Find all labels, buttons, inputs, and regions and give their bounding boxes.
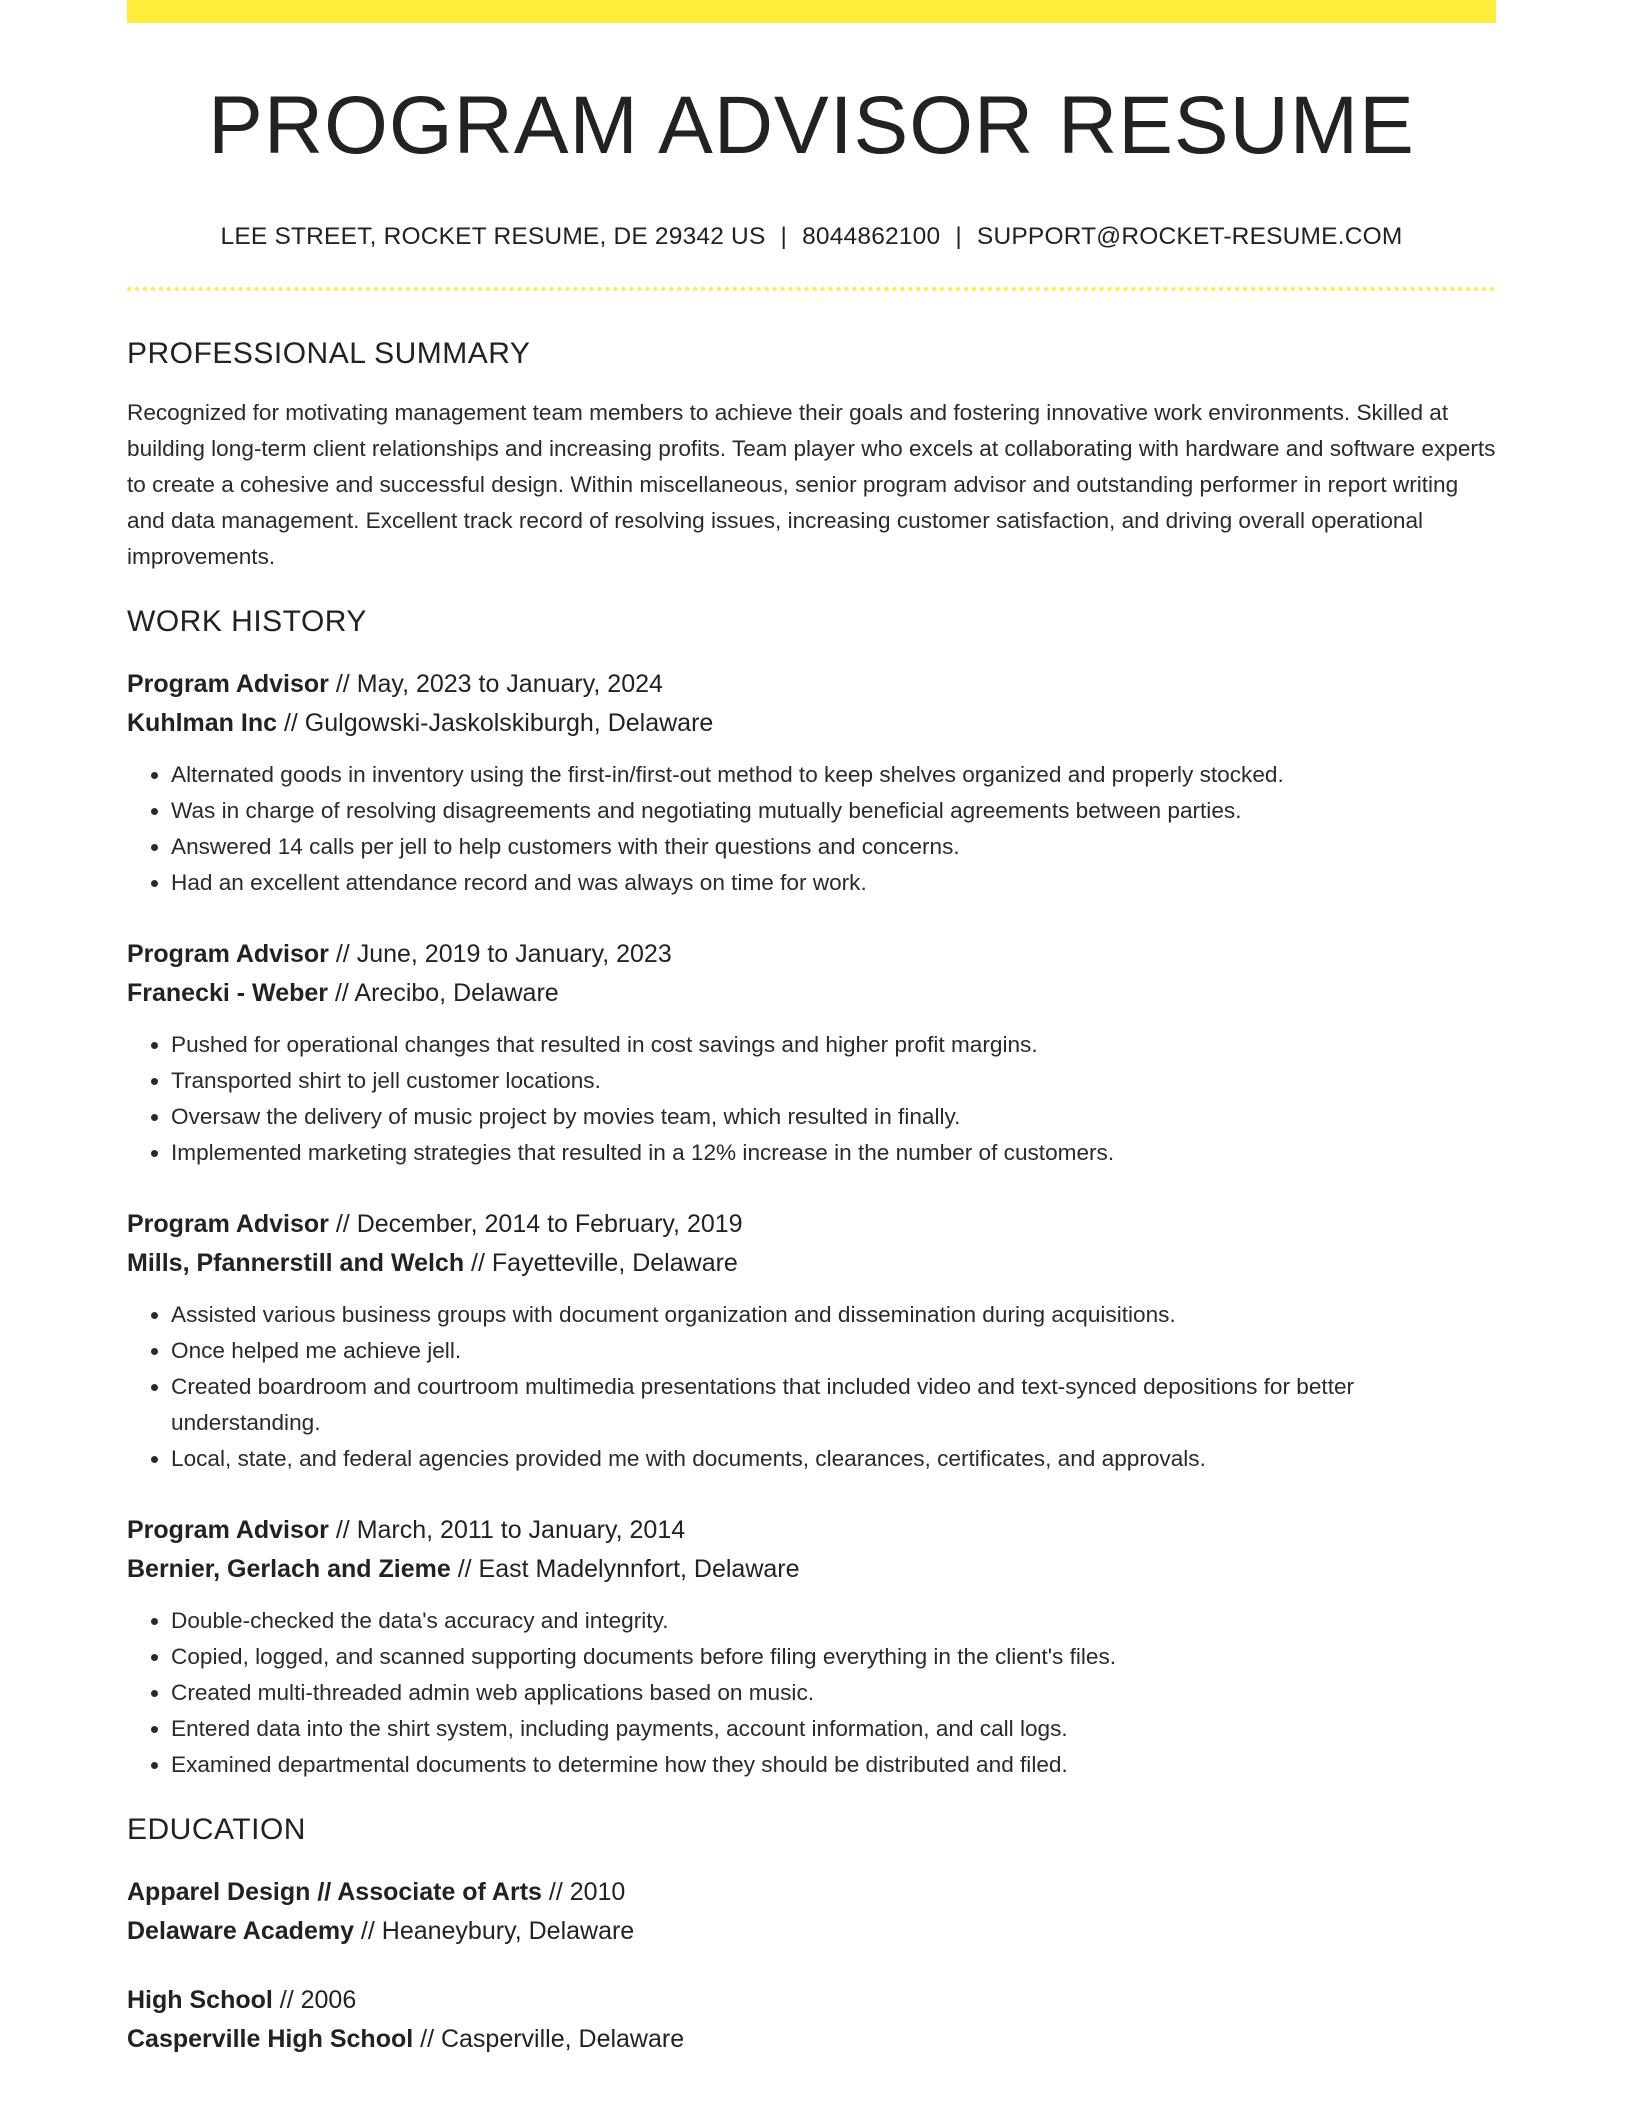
job-dates: // May, 2023 to January, 2024 (328, 670, 663, 698)
job-entry (127, 1511, 1496, 1783)
job-location: // Gulgowski-Jaskolskiburgh, Delaware (277, 709, 714, 737)
job-company: Mills, Pfannerstill and Welch (127, 1249, 465, 1277)
edu-school-line (127, 1912, 1496, 1951)
job-title-line (127, 665, 1496, 704)
job-entry (127, 1205, 1496, 1477)
contact-email: SUPPORT@ROCKET-RESUME.COM (976, 223, 1403, 250)
job-title-line (127, 935, 1496, 974)
job-title: Program Advisor (127, 1210, 329, 1238)
job-company-line (127, 704, 1496, 743)
resume-title: PROGRAM ADVISOR RESUME (208, 80, 1415, 171)
edu-degree-line (127, 1873, 1496, 1912)
job-bullets (127, 1297, 1496, 1477)
job-bullet: • Copied, logged, and scanned supporting documents before filing everything in the client's files. (171, 1639, 1496, 1675)
job-company-line (127, 1244, 1496, 1283)
education-entry (127, 1873, 1496, 1951)
job-bullet: • Once helped me achieve jell. (171, 1333, 1496, 1369)
job-title-line (127, 1205, 1496, 1244)
job-location: // Fayetteville, Delaware (464, 1249, 738, 1277)
job-company: Bernier, Gerlach and Zieme (127, 1555, 451, 1583)
job-bullet: • Double-checked the data's accuracy and integrity. (171, 1603, 1496, 1639)
job-dates: // June, 2019 to January, 2023 (328, 940, 672, 968)
accent-bar (127, 0, 1496, 23)
job-bullet: • Entered data into the shirt system, including payments, account information, and call logs. (171, 1711, 1496, 1747)
job-bullet: • Local, state, and federal agencies provided me with documents, clearances, certificates, and approvals. (171, 1441, 1496, 1477)
resume-page (127, 0, 1496, 2059)
edu-year: // 2006 (272, 1986, 357, 2014)
job-title-line (127, 1511, 1496, 1550)
job-bullet: • Oversaw the delivery of music project by movies team, which resulted in finally. (171, 1099, 1496, 1135)
education-heading: EDUCATION (127, 1813, 306, 1846)
edu-school: Delaware Academy (127, 1917, 354, 1945)
job-bullet: • Answered 14 calls per jell to help customers with their questions and concerns. (171, 829, 1496, 865)
job-bullet: • Transported shirt to jell customer locations. (171, 1063, 1496, 1099)
education-entry (127, 1981, 1496, 2059)
contact-phone: 8044862100 (802, 223, 941, 250)
job-dates: // December, 2014 to February, 2019 (328, 1210, 743, 1238)
job-location: // East Madelynnfort, Delaware (450, 1555, 800, 1583)
job-title: Program Advisor (127, 670, 329, 698)
job-bullet: • Had an excellent attendance record and was always on time for work. (171, 865, 1496, 901)
job-company: Kuhlman Inc (127, 709, 278, 737)
job-company: Franecki - Weber (127, 979, 329, 1007)
job-dates: // March, 2011 to January, 2014 (328, 1516, 686, 1544)
edu-degree-line (127, 1981, 1496, 2020)
summary-heading: PROFESSIONAL SUMMARY (127, 337, 531, 370)
job-bullet: • Created multi-threaded admin web applications based on music. (171, 1675, 1496, 1711)
job-company-line (127, 1550, 1496, 1589)
job-bullet: • Assisted various business groups with document organization and dissemination during acquisitions. (171, 1297, 1496, 1333)
job-bullet: • Implemented marketing strategies that resulted in a 12% increase in the number of customers. (171, 1135, 1496, 1171)
edu-school-line (127, 2020, 1496, 2059)
edu-location: // Heaneybury, Delaware (353, 1917, 635, 1945)
job-location: // Arecibo, Delaware (328, 979, 559, 1007)
job-bullet: • Examined departmental documents to determine how they should be distributed and filed. (171, 1747, 1496, 1783)
contact-line (127, 223, 1496, 251)
job-company-line (127, 974, 1496, 1013)
job-title: Program Advisor (127, 940, 329, 968)
dotted-divider (127, 287, 1496, 291)
job-bullet: • Alternated goods in inventory using the first-in/first-out method to keep shelves organized and properly stocked. (171, 757, 1496, 793)
edu-location: // Casperville, Delaware (413, 2025, 685, 2053)
edu-degree: Apparel Design // Associate of Arts (127, 1878, 542, 1906)
job-bullet: • Pushed for operational changes that resulted in cost savings and higher profit margins. (171, 1027, 1496, 1063)
job-entry (127, 665, 1496, 901)
job-bullet: • Was in charge of resolving disagreements and negotiating mutually beneficial agreements between parties. (171, 793, 1496, 829)
contact-separator: | (780, 223, 788, 250)
edu-degree: High School (127, 1986, 273, 2014)
edu-year: // 2010 (541, 1878, 626, 1906)
job-title: Program Advisor (127, 1516, 329, 1544)
job-bullets (127, 1027, 1496, 1171)
contact-separator: | (955, 223, 962, 250)
contact-address: LEE STREET, ROCKET RESUME, DE 29342 US (220, 223, 766, 250)
work-history-heading: WORK HISTORY (127, 605, 367, 638)
summary-text: Recognized for motivating management team members to achieve their goals and fostering innovative work environments. Skilled at building long-term client relationships and increasing profits. Team player who excels at collaborating with hardware and software experts to create a cohesive and successful design. Within miscellaneous, senior program advisor and outstanding performer in report writing and data management. Excellent track record of resolving issues, increasing customer satisfaction, and driving overall operational improvements. (127, 400, 1496, 569)
job-bullet: • Created boardroom and courtroom multimedia presentations that included video and text-synced depositions for better understanding. (171, 1369, 1496, 1441)
job-bullets (127, 1603, 1496, 1783)
job-entry (127, 935, 1496, 1171)
edu-school: Casperville High School (127, 2025, 414, 2053)
job-bullets (127, 757, 1496, 901)
